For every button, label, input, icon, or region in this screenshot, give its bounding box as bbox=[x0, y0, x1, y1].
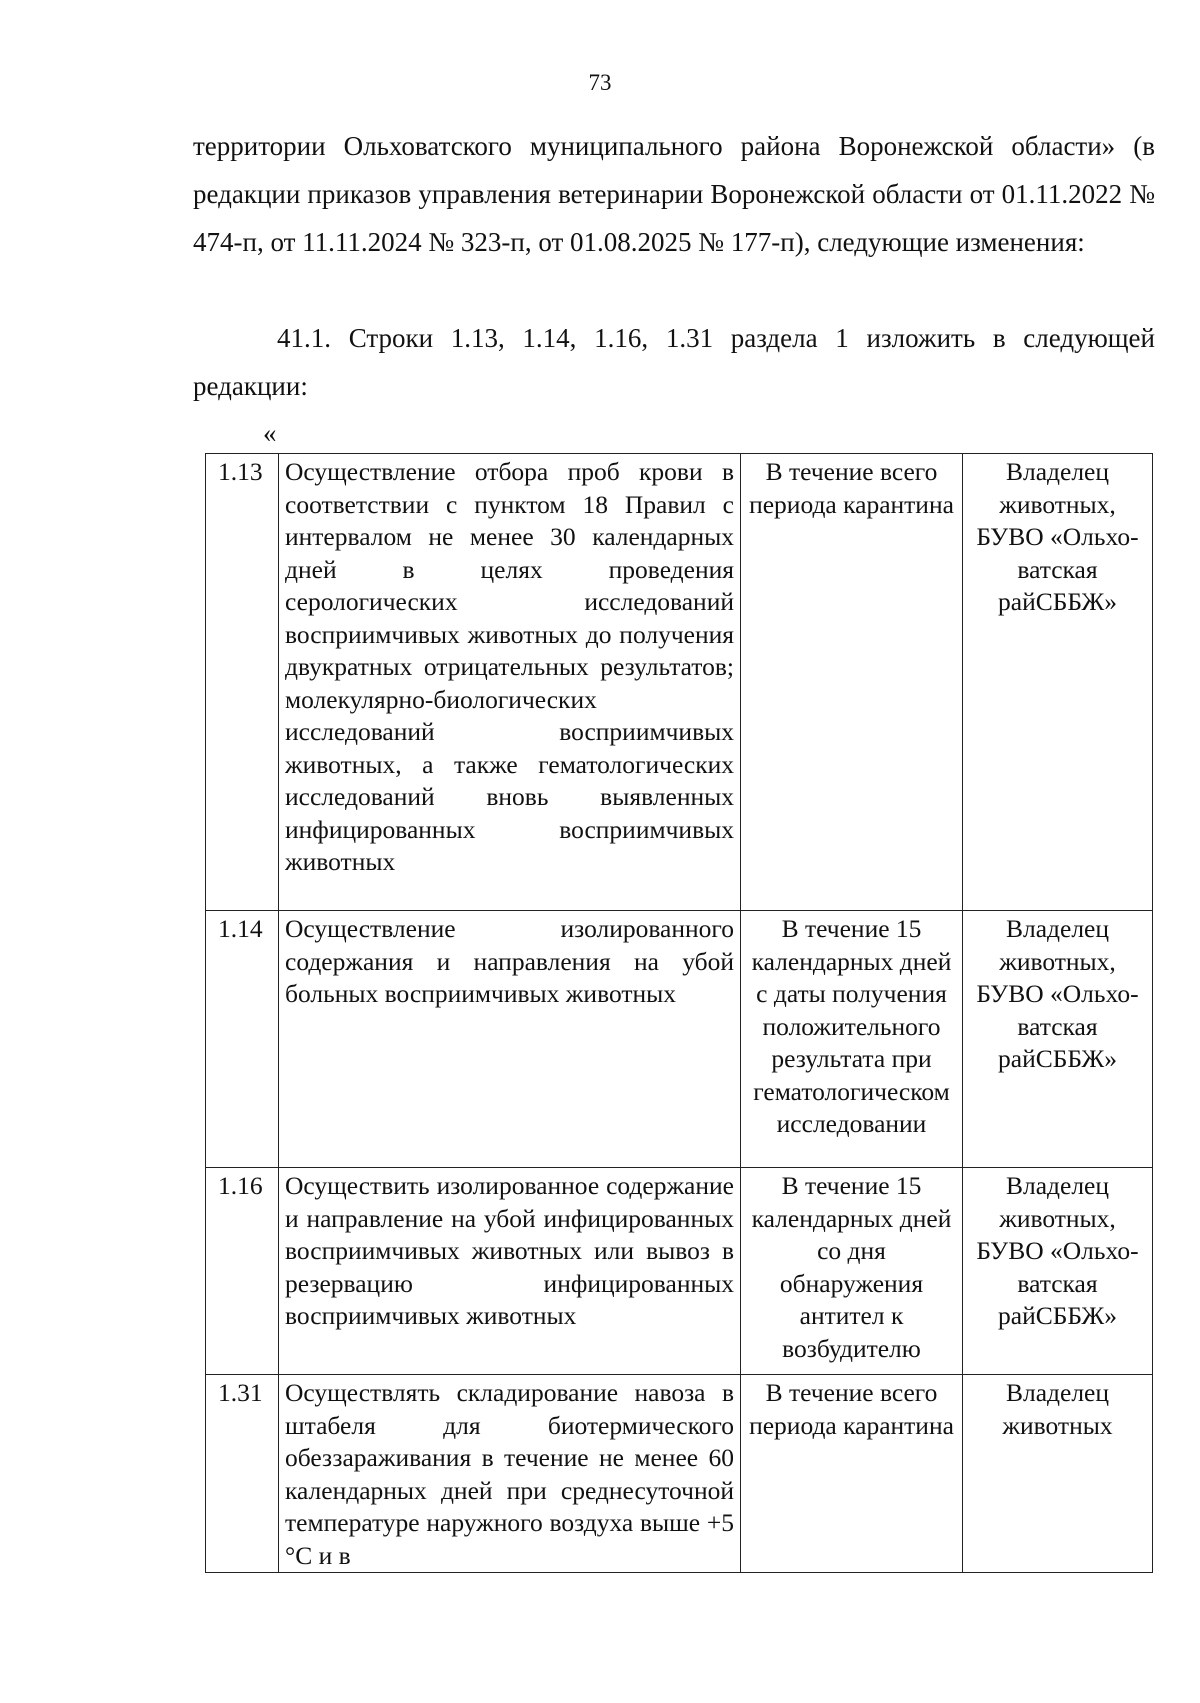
row-responsible: Владелец животных, БУВО «Ольхо-ватская райСББЖ» bbox=[963, 911, 1153, 1168]
table-row bbox=[206, 454, 1153, 911]
row-number: 1.14 bbox=[206, 911, 279, 1168]
row-term: В течение 15 календарных дней со дня обнаружения антител к возбудителю bbox=[741, 1168, 963, 1375]
row-responsible: Владелец животных, БУВО «Ольхо-ватская райСББЖ» bbox=[963, 454, 1153, 911]
row-term: В течение 15 календарных дней с даты получения положительного результата при гематологическом исследовании bbox=[741, 911, 963, 1168]
row-action: Осуществление отбора проб крови в соответствии с пунктом 18 Правил с интервалом не менее 30 календарных дней в целях проведения серологических исследований восприимчивых животных до получения двукратных отрицательных результатов; молекулярно-биологических исследований восприимчивых животных, а также гематологических исследований вновь выявленных инфицированных восприимчивых животных bbox=[279, 454, 741, 911]
paragraph-intro: территории Ольховатского муниципального района Воронежской области» (в редакции приказов управления ветеринарии Воронежской области от 01.11.2022 № 474-п, от 11.11.2024 № 323-п, от 01.08.2025 № 177-п), следующие изменения: bbox=[193, 131, 1155, 257]
row-number: 1.13 bbox=[206, 454, 279, 911]
row-responsible: Владелец животных, БУВО «Ольхо-ватская райСББЖ» bbox=[963, 1168, 1153, 1375]
table-row bbox=[206, 1168, 1153, 1375]
opening-quote-mark: « bbox=[263, 418, 277, 448]
table-row bbox=[206, 1375, 1153, 1573]
row-action: Осуществить изолированное содержание и направление на убой инфицированных восприимчивых животных или вывоз в резервацию инфицированных восприимчивых животных bbox=[279, 1168, 741, 1375]
row-action: Осуществлять складирование навоза в штабеля для биотермического обеззараживания в течение не менее 60 календарных дней при среднесуточной температуре наружного воздуха выше +5 °С и в bbox=[279, 1375, 741, 1573]
page-number: 73 bbox=[588, 70, 612, 95]
row-term: В течение всего периода карантина bbox=[741, 454, 963, 911]
table-row bbox=[206, 911, 1153, 1168]
paragraph-item-41-1: 41.1. Строки 1.13, 1.14, 1.16, 1.31 раздела 1 изложить в следующей редакции: bbox=[193, 323, 1155, 401]
row-action: Осуществление изолированного содержания и направления на убой больных восприимчивых животных bbox=[279, 911, 741, 1168]
measures-table bbox=[205, 453, 1153, 1573]
row-number: 1.16 bbox=[206, 1168, 279, 1375]
row-number: 1.31 bbox=[206, 1375, 279, 1573]
row-responsible: Владелец животных bbox=[963, 1375, 1153, 1573]
row-term: В течение всего периода карантина bbox=[741, 1375, 963, 1573]
